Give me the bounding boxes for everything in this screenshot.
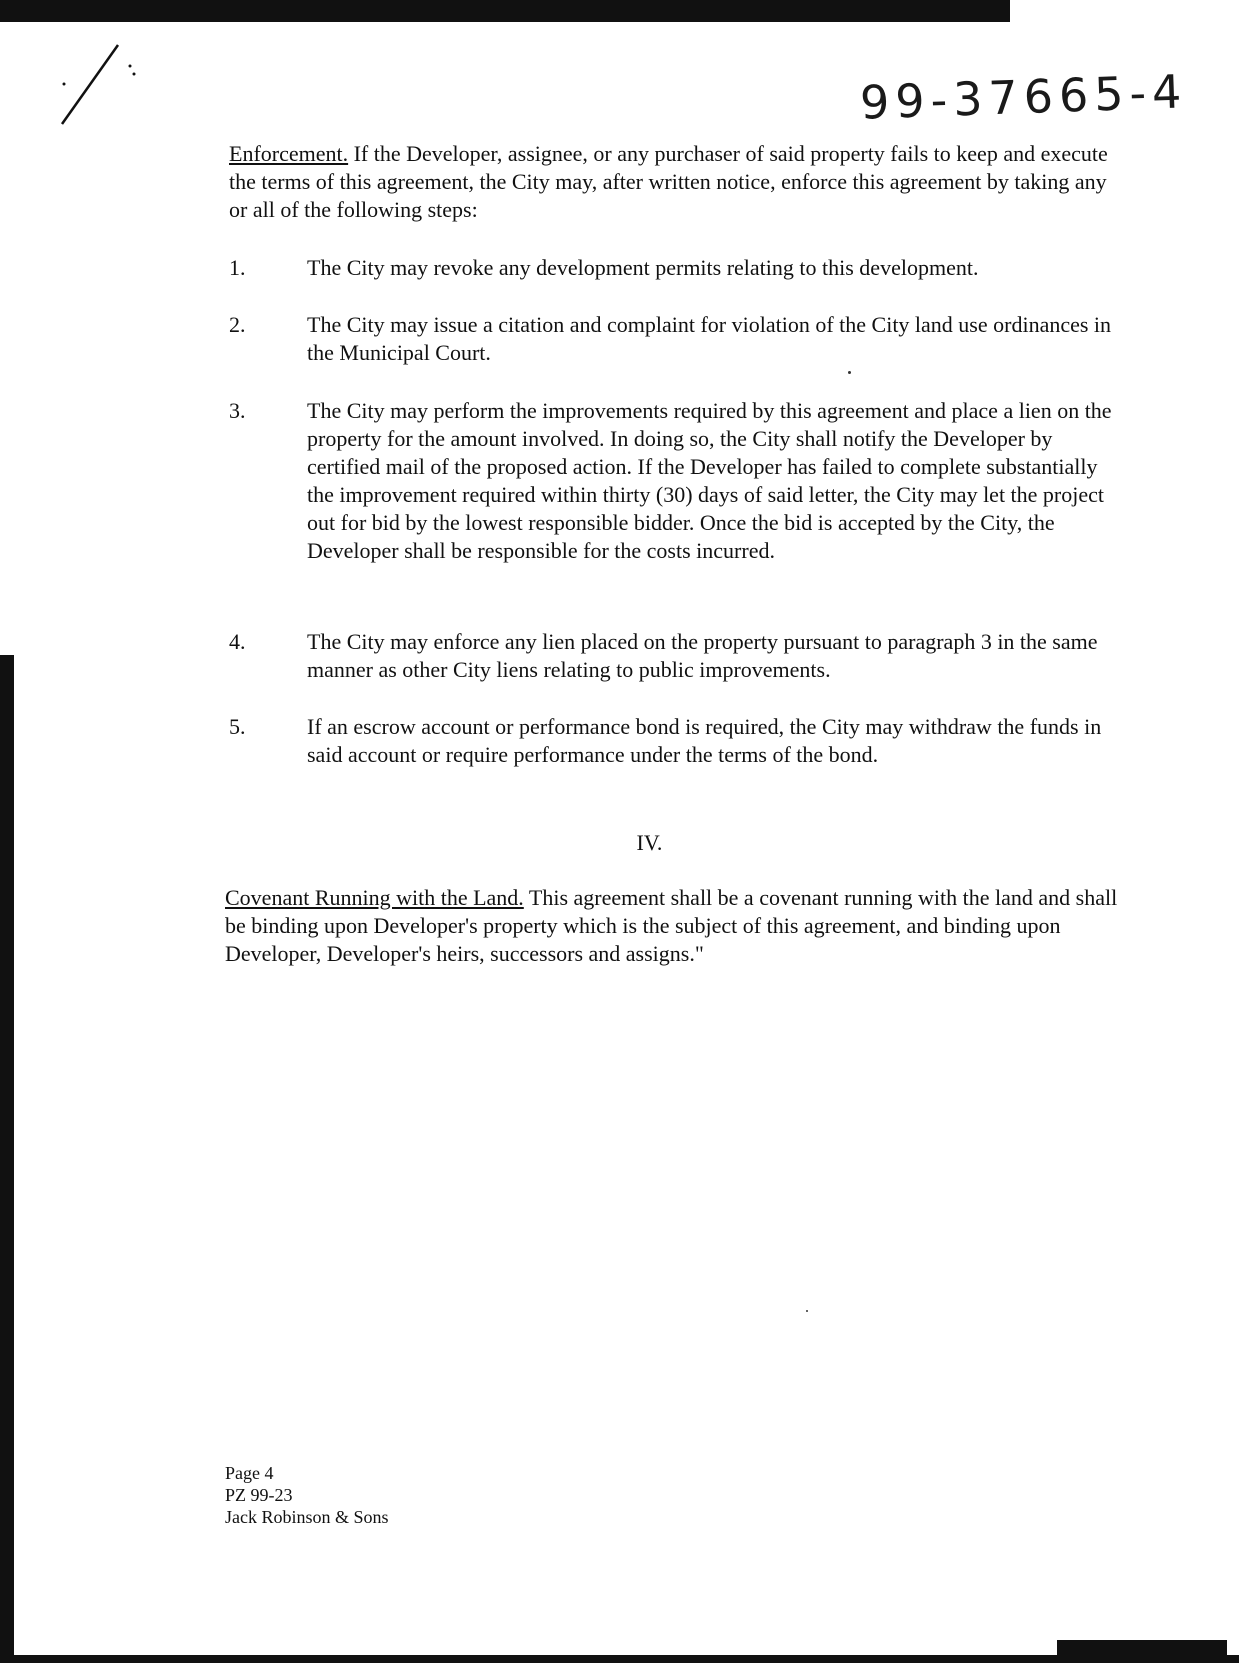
page-footer xyxy=(225,1462,389,1528)
enforcement-intro: If the Developer, assignee, or any purchaser of said property fails to keep and execute the terms of this agreement, the City may, after written notice, enforce this agreement by taking any or all of the following steps: xyxy=(229,141,1108,222)
list-item-text: If an escrow account or performance bond is required, the City may withdraw the funds in said account or require performance under the terms of the bond. xyxy=(307,714,1102,767)
enforcement-paragraph xyxy=(229,140,1129,224)
covenant-text: This agreement shall be a covenant running with the land and shall be binding upon Developer's property which is the subject of this agreement, and binding upon Developer, Developer's heirs, successors and assigns." xyxy=(225,885,1118,966)
list-item-number: 4. xyxy=(229,629,246,654)
scan-speck xyxy=(806,1310,808,1312)
list-item-text: The City may revoke any development permits relating to this development. xyxy=(307,255,979,280)
handwritten-document-number: 99-37665-4 xyxy=(858,64,1188,130)
footer-page-number: Page 4 xyxy=(225,1463,274,1483)
scan-border-bottom xyxy=(0,1655,1239,1663)
pen-stroke-mark xyxy=(48,40,138,130)
scan-speck xyxy=(848,371,851,374)
scan-border-left xyxy=(0,655,14,1663)
section-numeral: IV. xyxy=(636,830,663,855)
footer-party-name: Jack Robinson & Sons xyxy=(225,1507,389,1527)
list-item-number: 1. xyxy=(229,255,246,280)
footer-case-number: PZ 99-23 xyxy=(225,1485,293,1505)
list-item-text: The City may issue a citation and complaint for violation of the City land use ordinances in the Municipal Court. xyxy=(307,312,1112,365)
list-item-number: 5. xyxy=(229,714,246,739)
list-item-number: 2. xyxy=(229,312,246,337)
covenant-heading: Covenant Running with the Land. xyxy=(225,885,524,910)
enforcement-heading: Enforcement. xyxy=(229,141,349,166)
list-item-text: The City may enforce any lien placed on the property pursuant to paragraph 3 in the same manner as other City liens relating to public improvements. xyxy=(307,629,1098,682)
scan-border-top xyxy=(0,0,1010,22)
list-item-number: 3. xyxy=(229,398,246,423)
covenant-paragraph xyxy=(225,884,1125,968)
scan-border-bottom-right xyxy=(1057,1640,1227,1656)
list-item-text: The City may perform the improvements required by this agreement and place a lien on the property for the amount involved. In doing so, the City shall notify the Developer by certified mail of the proposed action. If the Developer has failed to complete substantially the improvement required within thirty (30) days of said letter, the City may let the project out for bid by the lowest responsible bidder. Once the bid is accepted by the City, the Developer shall be responsible for the costs incurred. xyxy=(307,398,1112,563)
